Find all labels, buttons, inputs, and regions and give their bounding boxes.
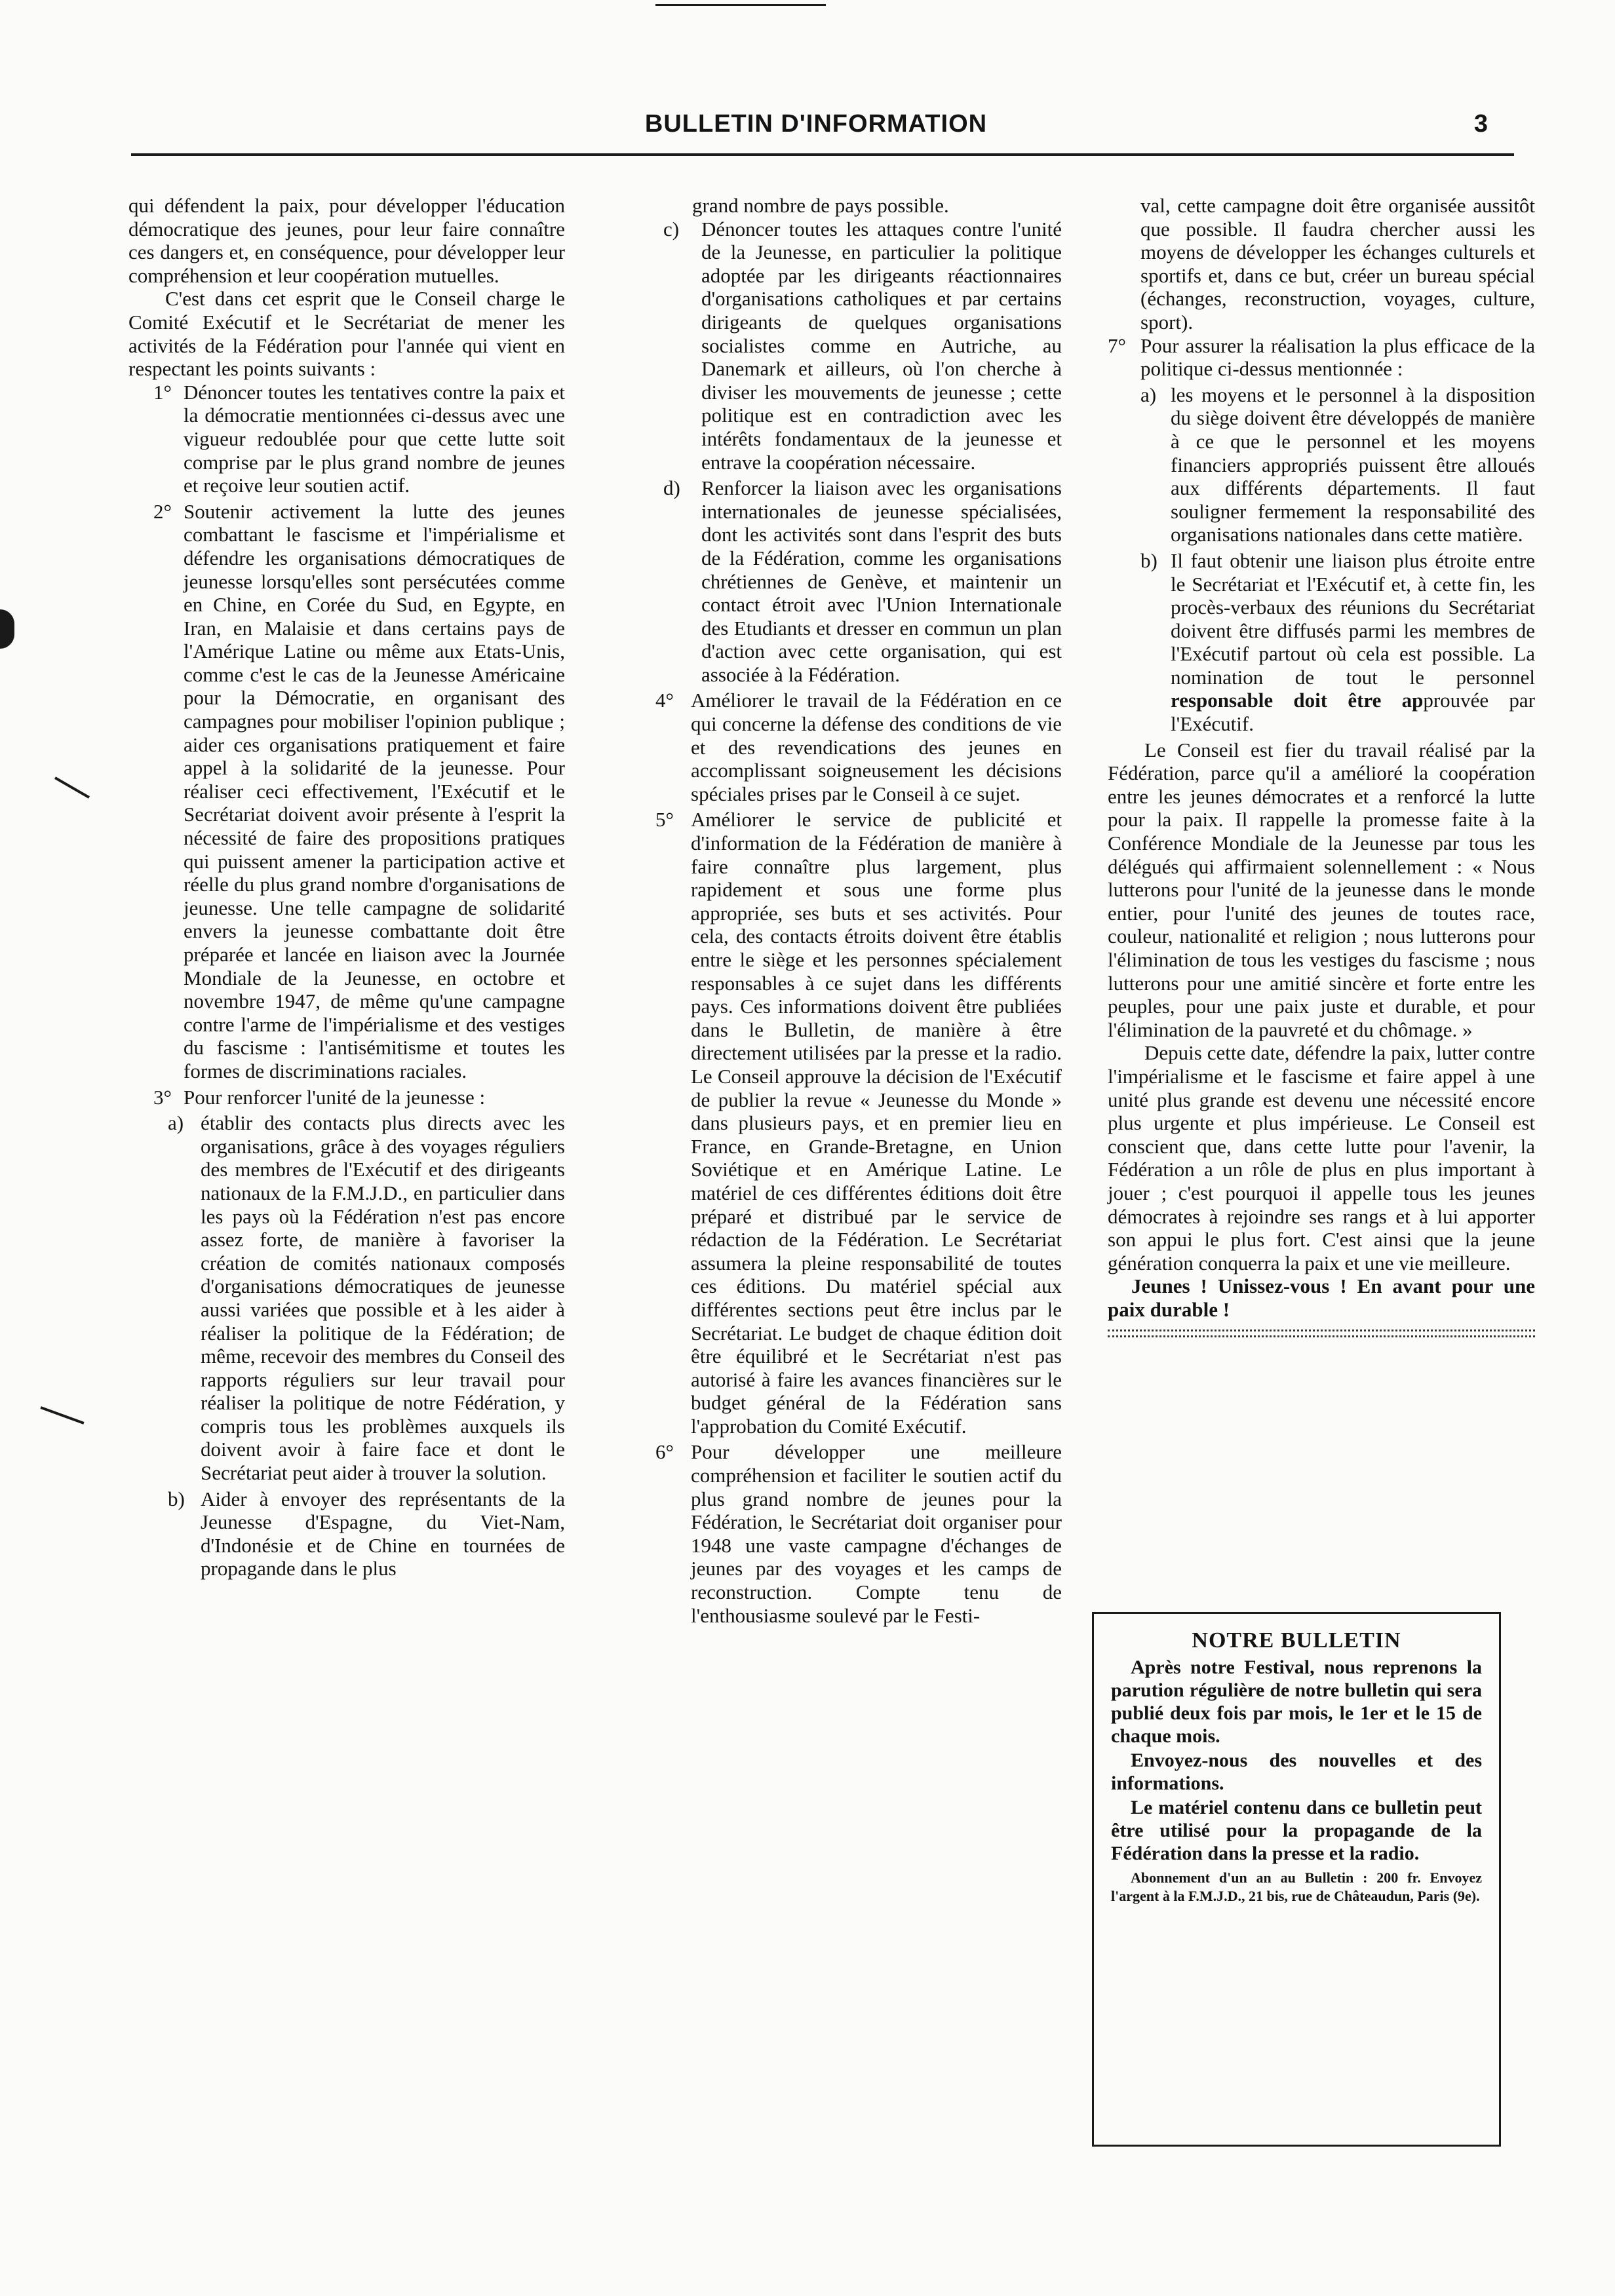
point-3a-text: établir des contacts plus directs avec les organisations, grâce à des voyages réguliers des membres de l'Exécutif et des dirigeants nationaux de la F.M.J.D., en particulier dans les pays où la Fédération n'est pas encore assez forte, de manière à favoriser la création de comités nationaux composés d'organisations démocratiques de jeunesse aussi variées que possible et à les aider à réaliser la politique de la Fédération; de même, recevoir des membres du Conseil des rapports réguliers sur leur travail pour réaliser la politique de notre Fédération, y compris tous les problèmes auxquels ils doivent avoir à faire face et dont le Secrétariat peut aider à trouver la solution. bbox=[201, 1111, 565, 1485]
dotted-separator bbox=[1108, 1330, 1535, 1337]
page-header bbox=[131, 110, 1501, 149]
left-edge-curve bbox=[54, 776, 90, 798]
point-2-marker: 2° bbox=[153, 499, 172, 523]
point-7b-bold-text: responsable doit être ap bbox=[1171, 689, 1424, 712]
point-3d-marker: d) bbox=[663, 476, 680, 500]
column-1 bbox=[128, 194, 565, 1583]
point-2-text: Soutenir activement la lutte des jeunes combattant le fascisme et l'impérialisme et défendre les organisations démocratiques de jeunesse lorsqu'elles sont persécutées comme en Chine, en Corée du Sud, en Egypte, en Iran, en Malaisie et dans certains pays de l'Amérique Latine ou même aux Etats-Unis, comme c'est le cas de la Jeunesse Américaine pour la Démocratie, en organisant des campagnes pour mobiliser l'opinion publique ; aider ces organisations pratiquement et faire appel à la solidarité de la jeunesse. Pour réaliser ceci effectivement, l'Exécutif et le Secrétariat doivent avoir présente à l'esprit la nécessité de faire des propositions pratiques qui puissent amener la participation active et réelle du plus grand nombre d'organisations de jeunesse. Une telle campagne de solidarité envers la jeunesse combattante doit être préparée et lancée en liaison avec la Journée Mondiale de la Jeunesse, en octobre et novembre 1947, de même qu'une campagne contre l'arme de l'impérialisme et des vestiges du fascisme : l'antisémitisme et toutes les formes de discriminations raciales. bbox=[184, 499, 565, 1082]
column-3 bbox=[1108, 194, 1535, 1337]
point-7b-text-end: prouvée par l'Exécutif. bbox=[1171, 689, 1535, 736]
box-paragraph-1: Après notre Festival, nous reprenons la parution régulière de notre bulletin qui sera publié deux fois par mois, le 1er et le 15 de chaque mois. bbox=[1111, 1656, 1482, 1747]
point-7b bbox=[1108, 549, 1535, 736]
col3-depuis-paragraph: Depuis cette date, défendre la paix, lutter contre l'impérialisme et le fascisme et faire appel à une unité plus grande est devenu une nécessité encore plus urgente et plus impérieuse. Le Conseil est conscient que, dans cette lutte pour l'avenir, la Fédération a un rôle de plus en plus important à jouer ; c'est pourquoi il appelle tous les jeunes démocrates à rejoindre ses rangs et à lui apporter son appui le plus fort. C'est ainsi que la jeune génération conquerra la paix et une vie meilleure. bbox=[1108, 1041, 1535, 1274]
point-7 bbox=[1108, 334, 1535, 381]
notre-bulletin-box bbox=[1092, 1612, 1501, 2147]
point-1-marker: 1° bbox=[153, 380, 172, 404]
left-edge-dash bbox=[40, 1406, 84, 1425]
left-edge-mark bbox=[0, 609, 14, 649]
point-3a-marker: a) bbox=[168, 1111, 184, 1135]
point-5 bbox=[655, 808, 1062, 1438]
box-paragraph-2: Envoyez-nous des nouvelles et des informations. bbox=[1111, 1750, 1482, 1794]
point-3d bbox=[655, 476, 1062, 686]
point-7-marker: 7° bbox=[1108, 334, 1126, 357]
point-5-marker: 5° bbox=[655, 808, 674, 832]
point-6 bbox=[655, 1440, 1062, 1627]
point-6-text: Pour développer une meilleure compréhension et faciliter le soutien actif du plus grand nombre de jeunes pour la Fédération, le Secrétariat doit organiser pour 1948 une vaste campagne d'échanges de jeunes par des voyages et les camps de reconstruction. Compte tenu de l'enthousiasme soulevé par le Festi- bbox=[691, 1440, 1062, 1627]
point-4-text: Améliorer le travail de la Fédération en ce qui concerne la défense des conditions de vie et des revendications des jeunes en accomplissant soigneusement les décisions spéciales prises par le Conseil à ce sujet. bbox=[691, 689, 1062, 805]
box-paragraph-3: Le matériel contenu dans ce bulletin peut être utilisé pour la propagande de la Fédération dans la presse et la radio. bbox=[1111, 1797, 1482, 1864]
point-2 bbox=[128, 500, 565, 1083]
col1-council-paragraph: C'est dans cet esprit que le Conseil charge le Comité Exécutif et le Secrétariat de mener les activités de la Fédération pour l'année qui vient en respectant les points suivants : bbox=[128, 287, 565, 381]
col3-conseil-paragraph: Le Conseil est fier du travail réalisé par la Fédération, parce qu'il a amélioré la coopération entre les jeunes démocrates et a renforcé la lutte pour la paix. Il rappelle la promesse faite à la Conférence Mondiale de la Jeunesse par tous les délégués qui affirmaient solennellement : « Nous lutterons pour l'unité de la jeunesse dans le monde entier, pour l'unité des jeunes de toutes race, couleur, nationalité et religion ; nous lutterons pour l'élimination de tous les vestiges du fascisme ; nous lutterons pour une amitié sincère et forte entre les peuples, pour une paix juste et durable, et pour l'élimination de la pauvreté et du chômage. » bbox=[1108, 738, 1535, 1041]
point-4 bbox=[655, 689, 1062, 805]
header-rule bbox=[131, 153, 1514, 156]
col3-continuation: val, cette campagne doit être organisée aussitôt que possible. Il faudra chercher aussi les moyens de développer les échanges culturels et sportifs et, dans ce but, créer un bureau spécial (échanges, reconstruction, voyages, culture, sport). bbox=[1140, 194, 1535, 334]
point-7b-marker: b) bbox=[1140, 548, 1158, 572]
point-3b bbox=[128, 1487, 565, 1580]
col1-intro-paragraph: qui défendent la paix, pour développer l'éducation démocratique des jeunes, pour leur faire connaître ces dangers et, en conséquence, pour développer leur compréhension et leur coopération mutuelles. bbox=[128, 194, 565, 287]
point-7a bbox=[1108, 383, 1535, 546]
point-7-text: Pour assurer la réalisation la plus efficace de la politique ci-dessus mentionnée : bbox=[1140, 334, 1535, 381]
top-edge-dash bbox=[655, 4, 826, 6]
point-4-marker: 4° bbox=[655, 689, 674, 712]
page-number: 3 bbox=[1473, 110, 1488, 138]
point-3c-text: Dénoncer toutes les attaques contre l'unité de la Jeunesse, en particulier la politique adoptée par les dirigeants réactionnaires d'organisations catholiques et par certains dirigeants de quelques organisations socialistes comme en Autriche, au Danemark et ailleurs, où l'on cherche à diviser les mouvements de jeunesse ; cette politique est en contradiction avec les intérêts fondamentaux de la jeunesse et entrave la coopération nécessaire. bbox=[701, 217, 1062, 474]
point-7a-marker: a) bbox=[1140, 383, 1157, 406]
point-3-text: Pour renforcer l'unité de la jeunesse : bbox=[184, 1085, 486, 1109]
closing-slogan: Jeunes ! Unissez-vous ! En avant pour une paix durable ! bbox=[1108, 1274, 1535, 1321]
bulletin-title: BULLETIN D'INFORMATION bbox=[644, 110, 988, 138]
point-3b-marker: b) bbox=[168, 1487, 185, 1510]
box-title: NOTRE BULLETIN bbox=[1192, 1628, 1401, 1653]
point-7a-text: les moyens et le personnel à la disposition du siège doivent être développés de manière à ce que le personnel et les moyens financiers appropriés puissent être alloués aux différents départements. Il faut souligner fermement la responsabilité des organisations nationales dans cette matière. bbox=[1171, 383, 1535, 546]
point-5-text: Améliorer le service de publicité et d'information de la Fédération de manière à faire connaître plus largement, plus rapidement et sous une forme plus appropriée, ses buts et ses activités. Pour cela, des contacts étroits doivent être établis entre le siège et les personnes spécialement responsables à ce sujet dans les différents pays. Ces informations doivent être publiées dans le Bulletin, de manière à être directement utilisées par la presse et la radio. Le Conseil approuve la décision de l'Exécutif de publier la revue « Jeunesse du Monde » dans plusieurs pays, et en premier lieu en France, en Grande-Bretagne, en Union Soviétique et en Amérique Latine. Le matériel de ces différentes éditions doit être préparé et distribué par le service de rédaction de la Fédération. Le Secrétariat assumera la pleine responsabilité de toutes ces éditions. Du matériel spécial aux différentes sections peut être inclus par le Secrétariat. Le budget de chaque édition doit être équilibré et le Secrétariat n'est pas autorisé à faire les avances financières sur le budget général de la Fédération sans l'approbation du Comité Exécutif. bbox=[691, 808, 1062, 1438]
point-3c-marker: c) bbox=[663, 217, 680, 240]
column-2 bbox=[655, 194, 1062, 1630]
point-3d-text: Renforcer la liaison avec les organisations internationales de jeunesse spécialisées, dont les activités sont dans l'esprit des buts de la Fédération, comme les organisations chrétiennes de Genève, et maintenir un contact étroit avec l'Union Internationale des Etudiants et dresser en commun un plan d'action avec cette organisation, qui est associée à la Fédération. bbox=[701, 476, 1062, 686]
point-3-marker: 3° bbox=[153, 1085, 172, 1109]
col2-continuation: grand nombre de pays possible. bbox=[692, 194, 949, 217]
point-3c bbox=[655, 218, 1062, 474]
point-3b-text: Aider à envoyer des représentants de la Jeunesse d'Espagne, du Viet-Nam, d'Indonésie et de Chine en tournées de propagande dans le plus bbox=[201, 1487, 565, 1580]
point-1 bbox=[128, 381, 565, 497]
point-6-marker: 6° bbox=[655, 1440, 674, 1464]
point-1-text: Dénoncer toutes les tentatives contre la paix et la démocratie mentionnées ci-dessus avec une vigueur redoublée pour que cette lutte soit comprise par le plus grand nombre de jeunes et reçoive leur soutien actif. bbox=[184, 380, 565, 497]
point-3 bbox=[128, 1086, 565, 1109]
point-7b-text bbox=[1171, 549, 1535, 736]
box-subscription-note: Abonnement d'un an au Bulletin : 200 fr. Envoyez l'argent à la F.M.J.D., 21 bis, rue de Châteaudun, Paris (9e). bbox=[1111, 1869, 1482, 1904]
point-3a bbox=[128, 1111, 565, 1485]
point-7b-text-start: Il faut obtenir une liaison plus étroite entre le Secrétariat et l'Exécutif et, à cette fin, les procès-verbaux des réunions du Secrétariat doivent être diffusés parmi les membres de l'Exécutif partout où cela est possible. La nomination de tout le personnel bbox=[1171, 548, 1535, 689]
